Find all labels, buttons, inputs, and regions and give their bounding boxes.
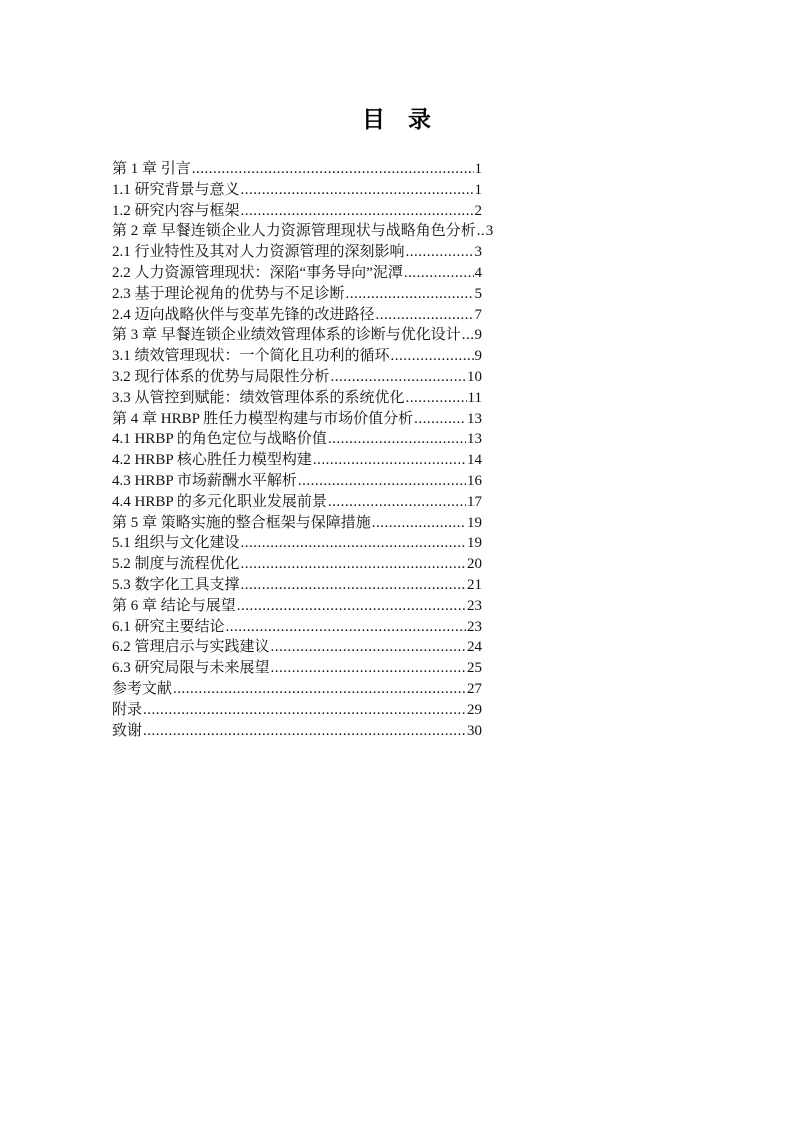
- toc-entry-page: 14: [467, 452, 482, 469]
- toc-leader-dots: [241, 554, 466, 575]
- toc-entry: [112, 492, 482, 513]
- page-title: 目 录: [362, 107, 431, 132]
- toc-entry-title: 致谢: [112, 722, 143, 739]
- toc-leader-dots: [406, 388, 467, 409]
- toc-leader-dots: [313, 450, 466, 471]
- toc-entry-title: 5.3 数字化工具支撑: [112, 576, 240, 593]
- toc-entry-title: 4.1 HRBP 的角色定位与战略价值: [112, 431, 327, 448]
- toc-leader-dots: [143, 700, 466, 721]
- toc-entry: [112, 221, 494, 242]
- toc-entry: [112, 242, 482, 263]
- toc-entry: [112, 284, 482, 305]
- toc-leader-dots: [241, 180, 474, 201]
- toc-leader-dots: [226, 617, 466, 638]
- toc-entry-title: 3.1 绩效管理现状：一个简化且功利的循环: [112, 348, 390, 365]
- toc-leader-dots: [298, 471, 466, 492]
- toc-entry: [112, 575, 482, 596]
- toc-entry-page: 1: [474, 161, 482, 177]
- toc-entry: [112, 596, 482, 617]
- toc-entry: [112, 180, 482, 201]
- toc-leader-dots: [331, 367, 466, 388]
- toc-entry-title: 第 1 章 引言: [112, 161, 191, 177]
- toc-entry-page: 30: [467, 722, 482, 739]
- toc-entry: [112, 367, 482, 388]
- toc-entry-title: 3.3 从管控到赋能：绩效管理体系的系统优化: [112, 389, 405, 406]
- toc-entry-title: 5.2 制度与流程优化: [112, 556, 240, 573]
- toc-entry-page: 19: [467, 514, 482, 531]
- toc-leader-dots: [406, 242, 474, 263]
- toc-entry-title: 1.2 研究内容与框架: [112, 202, 240, 219]
- toc-leader-dots: [391, 346, 474, 367]
- toc-entry-page: 1: [474, 181, 482, 198]
- toc-entry: [112, 159, 482, 180]
- toc-entry-title: 1.1 研究背景与意义: [112, 181, 240, 198]
- toc-leader-dots: [271, 637, 466, 658]
- toc-entry-page: 23: [467, 618, 482, 635]
- toc-entry-title: 第 4 章 HRBP 胜任力模型构建与市场价值分析: [112, 410, 414, 427]
- toc-leader-dots: [372, 513, 466, 534]
- toc-entry: [112, 325, 482, 346]
- toc-entry: [112, 554, 482, 575]
- toc-entry-page: 10: [467, 368, 482, 385]
- toc-entry-title: 参考文献: [112, 680, 173, 697]
- toc-entry: [112, 305, 482, 326]
- toc-entry-title: 6.2 管理启示与实践建议: [112, 639, 270, 656]
- toc-leader-dots: [241, 575, 466, 596]
- toc-entry-page: 17: [467, 493, 482, 510]
- toc-entry: [112, 450, 482, 471]
- toc-entry-page: 27: [467, 680, 482, 697]
- toc-entry: [112, 658, 482, 679]
- toc-entry: [112, 679, 482, 700]
- toc-entry-page: 20: [467, 556, 482, 573]
- toc-leader-dots: [376, 305, 474, 326]
- toc-entry-title: 4.3 HRBP 市场薪酬水平解析: [112, 472, 297, 489]
- toc-entry-title: 第 5 章 策略实施的整合框架与保障措施: [112, 514, 371, 531]
- toc-leader-dots: [192, 159, 474, 180]
- toc-leader-dots: [404, 263, 474, 284]
- toc-leader-dots: [414, 409, 466, 430]
- toc-entry-title: 附录: [112, 701, 143, 718]
- toc-entry: [112, 429, 482, 450]
- toc-entry-page: 3: [485, 223, 494, 240]
- toc-entry-page: 2: [474, 202, 482, 219]
- toc-entry-page: 9: [474, 327, 482, 344]
- toc-entry: [112, 637, 482, 658]
- toc-entry-title: 4.2 HRBP 核心胜任力模型构建: [112, 452, 312, 469]
- toc-entry-title: 2.4 迈向战略伙伴与变革先锋的改进路径: [112, 306, 375, 323]
- toc-entry-page: 13: [467, 410, 482, 427]
- toc-leader-dots: [328, 492, 466, 513]
- toc-entry-page: 4: [474, 264, 482, 281]
- toc-entry: [112, 346, 482, 367]
- toc-entry-page: 23: [467, 597, 482, 614]
- toc-entry: [112, 533, 482, 554]
- toc-entry: [112, 471, 482, 492]
- toc-entry-title: 第 2 章 早餐连锁企业人力资源管理现状与战略角色分析: [112, 223, 476, 240]
- toc-entry: [112, 201, 482, 222]
- toc-entry-page: 29: [467, 701, 482, 718]
- toc-entry-title: 6.3 研究局限与未来展望: [112, 660, 270, 677]
- toc-entry-page: 7: [474, 306, 482, 323]
- toc-entry-page: 11: [467, 389, 482, 406]
- toc-entry-title: 2.3 基于理论视角的优势与不足诊断: [112, 285, 345, 302]
- toc-entry-title: 2.1 行业特性及其对人力资源管理的深刻影响: [112, 244, 405, 261]
- toc-leader-dots: [462, 325, 474, 346]
- toc-entry-page: 24: [467, 639, 482, 656]
- toc-entry: [112, 409, 482, 430]
- toc-entry: [112, 263, 482, 284]
- toc-entry: [112, 721, 482, 742]
- toc-leader-dots: [328, 429, 466, 450]
- toc-leader-dots: [241, 533, 466, 554]
- toc-leader-dots: [237, 596, 466, 617]
- toc-entry-title: 4.4 HRBP 的多元化职业发展前景: [112, 493, 327, 510]
- toc-entry-title: 第 3 章 早餐连锁企业绩效管理体系的诊断与优化设计: [112, 327, 461, 344]
- toc-entry-title: 6.1 研究主要结论: [112, 618, 225, 635]
- toc-entry: [112, 513, 482, 534]
- toc-leader-dots: [477, 221, 485, 242]
- toc-leader-dots: [346, 284, 474, 305]
- toc-entry-page: 5: [474, 285, 482, 302]
- toc-entry-page: 3: [474, 244, 482, 261]
- toc-entry: [112, 617, 482, 638]
- toc-entry: [112, 700, 482, 721]
- toc-list: [112, 159, 494, 741]
- toc-entry-page: 16: [467, 472, 482, 489]
- toc-entry-page: 13: [467, 431, 482, 448]
- toc-entry-title: 2.2 人力资源管理现状：深陷“事务导向”泥潭: [112, 264, 403, 281]
- toc-leader-dots: [241, 201, 474, 222]
- toc-entry: [112, 388, 482, 409]
- toc-entry-page: 9: [474, 348, 482, 365]
- toc-entry-title: 5.1 组织与文化建设: [112, 535, 240, 552]
- toc-entry-title: 第 6 章 结论与展望: [112, 597, 236, 614]
- toc-leader-dots: [271, 658, 466, 679]
- toc-entry-title: 3.2 现行体系的优势与局限性分析: [112, 368, 330, 385]
- toc-entry-page: 19: [467, 535, 482, 552]
- toc-entry-page: 25: [467, 660, 482, 677]
- toc-entry-page: 21: [467, 576, 482, 593]
- toc-leader-dots: [143, 721, 466, 742]
- toc-leader-dots: [173, 679, 466, 700]
